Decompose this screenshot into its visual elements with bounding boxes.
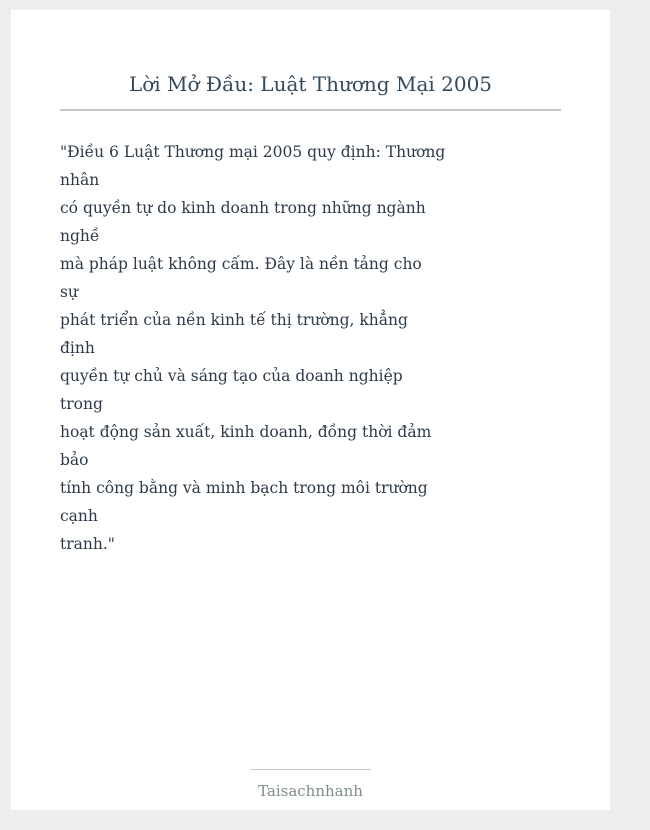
page-title: Lời Mở Đầu: Luật Thương Mại 2005 [128,72,493,96]
text-line: nghề [60,227,100,245]
text-line: tranh." [60,535,115,553]
text-line: "Điều 6 Luật Thương mại 2005 quy định: Thương [60,143,446,161]
text-line: định [60,339,95,357]
text-line: trong [60,395,103,413]
text-line: sự [60,283,78,301]
text-line: mà pháp luật không cấm. Đây là nền tảng cho [60,255,422,273]
text-line: hoạt động sản xuất, kinh doanh, đồng thời đảm [60,423,432,441]
footer-divider [250,769,371,770]
text-line: quyền tự chủ và sáng tạo của doanh nghiệp [60,367,403,385]
document-page [11,10,610,810]
text-line: có quyền tự do kinh doanh trong những ngành [60,199,426,217]
text-line: bảo [60,451,89,469]
text-line: nhân [60,171,100,189]
body-paragraph [60,138,446,558]
footer-brand: Taisachnhanh [258,782,363,800]
text-line: phát triển của nền kinh tế thị trường, khẳng [60,311,408,329]
text-line: tính công bằng và minh bạch trong môi trường [60,479,428,497]
text-line: cạnh [60,507,98,525]
title-divider [60,109,561,111]
